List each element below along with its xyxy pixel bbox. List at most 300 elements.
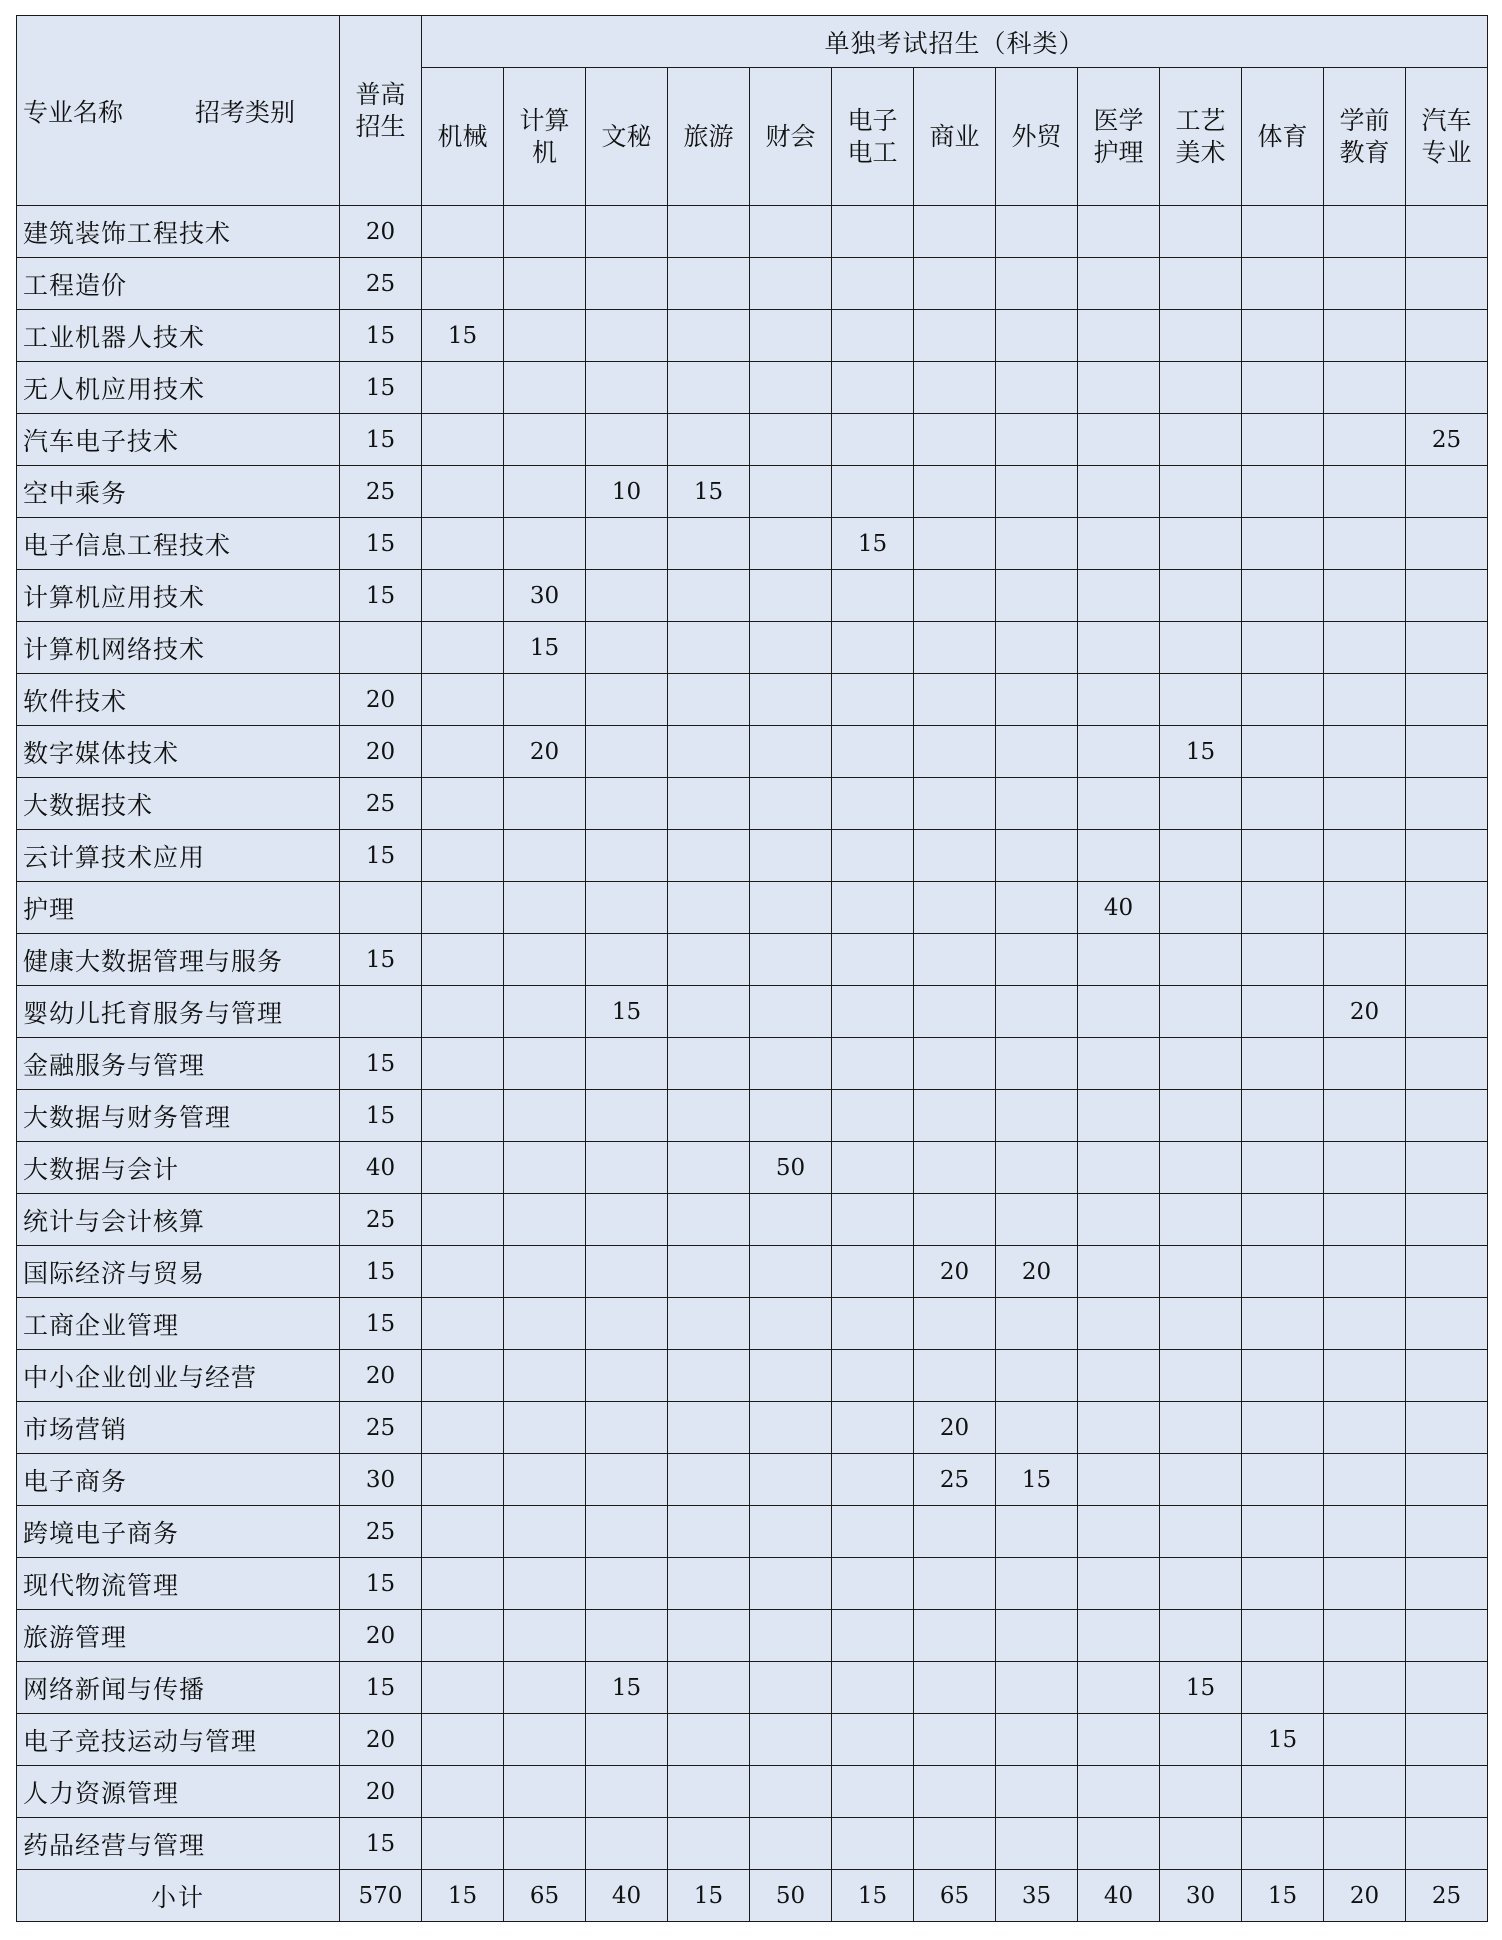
- total-cell: 15: [668, 1870, 750, 1922]
- quota-cell: [668, 570, 750, 622]
- quota-cell: [668, 622, 750, 674]
- quota-cell: [914, 310, 996, 362]
- quota-cell: [586, 362, 668, 414]
- quota-cell: [1078, 1766, 1160, 1818]
- major-name-cell: 药品经营与管理: [17, 1818, 340, 1870]
- quota-cell: 40: [1078, 882, 1160, 934]
- total-cell: 15: [422, 1870, 504, 1922]
- quota-cell: [504, 1402, 586, 1454]
- quota-cell: 15: [340, 570, 422, 622]
- quota-cell: [504, 934, 586, 986]
- quota-cell: [996, 830, 1078, 882]
- quota-cell: 25: [340, 1402, 422, 1454]
- quota-cell: [1324, 1246, 1406, 1298]
- quota-cell: [668, 934, 750, 986]
- quota-cell: [832, 1558, 914, 1610]
- quota-cell: [422, 570, 504, 622]
- total-row: [17, 1870, 1488, 1922]
- quota-cell: [504, 362, 586, 414]
- table-row: [17, 622, 1488, 674]
- quota-cell: [422, 830, 504, 882]
- quota-cell: [750, 518, 832, 570]
- quota-cell: [668, 1714, 750, 1766]
- quota-cell: [504, 310, 586, 362]
- quota-cell: [422, 1350, 504, 1402]
- quota-cell: [504, 206, 586, 258]
- quota-cell: [422, 1194, 504, 1246]
- quota-cell: [504, 1350, 586, 1402]
- quota-cell: [586, 1714, 668, 1766]
- quota-cell: [668, 1558, 750, 1610]
- quota-cell: 20: [914, 1246, 996, 1298]
- quota-cell: [1324, 1766, 1406, 1818]
- quota-cell: [914, 934, 996, 986]
- quota-cell: [1406, 882, 1488, 934]
- quota-cell: [832, 1090, 914, 1142]
- quota-cell: [996, 1506, 1078, 1558]
- quota-cell: [1160, 622, 1242, 674]
- quota-cell: [750, 1818, 832, 1870]
- quota-cell: [1078, 1558, 1160, 1610]
- quota-cell: [668, 674, 750, 726]
- header-separate-exam-group: 单独考试招生（科类）: [422, 16, 1488, 68]
- quota-cell: 30: [504, 570, 586, 622]
- major-name-cell: 健康大数据管理与服务: [17, 934, 340, 986]
- quota-cell: [1242, 882, 1324, 934]
- table-row: [17, 206, 1488, 258]
- total-cell: 20: [1324, 1870, 1406, 1922]
- quota-cell: [832, 206, 914, 258]
- quota-cell: 15: [1242, 1714, 1324, 1766]
- quota-cell: [1406, 1298, 1488, 1350]
- quota-cell: [832, 414, 914, 466]
- table-row: [17, 1246, 1488, 1298]
- quota-cell: 15: [340, 518, 422, 570]
- quota-cell: [914, 1506, 996, 1558]
- major-name-cell: 电子商务: [17, 1454, 340, 1506]
- quota-cell: [1242, 1662, 1324, 1714]
- quota-cell: [340, 882, 422, 934]
- quota-cell: [586, 1402, 668, 1454]
- quota-cell: [1160, 882, 1242, 934]
- quota-cell: [1406, 1246, 1488, 1298]
- table-row: [17, 414, 1488, 466]
- quota-cell: [996, 726, 1078, 778]
- major-name-cell: 空中乘务: [17, 466, 340, 518]
- quota-cell: [1160, 1350, 1242, 1402]
- quota-cell: [914, 1610, 996, 1662]
- quota-cell: [832, 310, 914, 362]
- quota-cell: [914, 778, 996, 830]
- quota-cell: [1242, 1506, 1324, 1558]
- quota-cell: [1078, 986, 1160, 1038]
- quota-cell: [1160, 1506, 1242, 1558]
- quota-cell: [586, 1142, 668, 1194]
- quota-cell: [504, 414, 586, 466]
- quota-cell: [422, 726, 504, 778]
- major-name-cell: 婴幼儿托育服务与管理: [17, 986, 340, 1038]
- header-column-11: 学前教育: [1324, 68, 1406, 206]
- quota-cell: [750, 674, 832, 726]
- quota-cell: 15: [1160, 1662, 1242, 1714]
- quota-cell: [668, 1766, 750, 1818]
- quota-cell: [586, 310, 668, 362]
- quota-cell: [1160, 1090, 1242, 1142]
- quota-cell: [504, 466, 586, 518]
- quota-cell: [504, 1662, 586, 1714]
- header-column-5: 电子电工: [832, 68, 914, 206]
- quota-cell: [504, 778, 586, 830]
- quota-cell: [1406, 778, 1488, 830]
- header-corner-cell: [17, 16, 340, 206]
- quota-cell: 40: [340, 1142, 422, 1194]
- quota-cell: 15: [340, 1246, 422, 1298]
- quota-cell: [1078, 1662, 1160, 1714]
- major-name-cell: 现代物流管理: [17, 1558, 340, 1610]
- table-row: [17, 1402, 1488, 1454]
- table-row: [17, 830, 1488, 882]
- quota-cell: [832, 1142, 914, 1194]
- quota-cell: [668, 414, 750, 466]
- quota-cell: [1160, 1818, 1242, 1870]
- quota-cell: [504, 1090, 586, 1142]
- quota-cell: [1160, 206, 1242, 258]
- quota-cell: [1406, 1142, 1488, 1194]
- quota-cell: 25: [340, 1506, 422, 1558]
- quota-cell: [422, 674, 504, 726]
- quota-cell: [1160, 1038, 1242, 1090]
- quota-cell: [668, 1090, 750, 1142]
- quota-cell: 25: [914, 1454, 996, 1506]
- quota-cell: 20: [1324, 986, 1406, 1038]
- quota-cell: [668, 310, 750, 362]
- quota-cell: [1160, 1610, 1242, 1662]
- quota-cell: 25: [1406, 414, 1488, 466]
- quota-cell: [914, 830, 996, 882]
- quota-cell: [996, 570, 1078, 622]
- quota-cell: 25: [340, 466, 422, 518]
- quota-cell: [750, 1714, 832, 1766]
- quota-cell: [668, 1506, 750, 1558]
- quota-cell: [668, 1454, 750, 1506]
- total-cell: 40: [1078, 1870, 1160, 1922]
- quota-cell: [750, 466, 832, 518]
- quota-cell: [1160, 986, 1242, 1038]
- quota-cell: [1160, 310, 1242, 362]
- quota-cell: [1242, 1194, 1324, 1246]
- quota-cell: [1324, 1038, 1406, 1090]
- quota-cell: [1078, 1142, 1160, 1194]
- quota-cell: [586, 1298, 668, 1350]
- table-row: [17, 1090, 1488, 1142]
- header-column-9: 工艺美术: [1160, 68, 1242, 206]
- major-name-cell: 工业机器人技术: [17, 310, 340, 362]
- major-name-cell: 中小企业创业与经营: [17, 1350, 340, 1402]
- quota-cell: [750, 1246, 832, 1298]
- quota-cell: 20: [340, 1610, 422, 1662]
- major-name-cell: 统计与会计核算: [17, 1194, 340, 1246]
- quota-cell: [1078, 570, 1160, 622]
- quota-cell: [668, 1246, 750, 1298]
- quota-cell: [996, 414, 1078, 466]
- table-header: [17, 16, 1488, 206]
- quota-cell: [1324, 570, 1406, 622]
- quota-cell: [750, 258, 832, 310]
- major-name-cell: 计算机应用技术: [17, 570, 340, 622]
- quota-cell: [1406, 986, 1488, 1038]
- quota-cell: [1406, 1090, 1488, 1142]
- quota-cell: [1242, 1142, 1324, 1194]
- quota-cell: [1324, 1350, 1406, 1402]
- quota-cell: [1242, 1298, 1324, 1350]
- quota-cell: 20: [340, 1714, 422, 1766]
- quota-cell: [1078, 726, 1160, 778]
- quota-cell: [1242, 206, 1324, 258]
- quota-cell: 15: [1160, 726, 1242, 778]
- major-name-cell: 软件技术: [17, 674, 340, 726]
- quota-cell: [1078, 1298, 1160, 1350]
- quota-cell: [832, 1454, 914, 1506]
- quota-cell: [668, 1662, 750, 1714]
- major-name-cell: 数字媒体技术: [17, 726, 340, 778]
- quota-cell: [668, 1298, 750, 1350]
- quota-cell: [422, 1402, 504, 1454]
- quota-cell: [914, 622, 996, 674]
- table-row: [17, 1454, 1488, 1506]
- quota-cell: 20: [340, 1766, 422, 1818]
- quota-cell: [1160, 1402, 1242, 1454]
- quota-cell: [1406, 1662, 1488, 1714]
- major-name-cell: 工程造价: [17, 258, 340, 310]
- quota-cell: [1406, 206, 1488, 258]
- table-row: [17, 1818, 1488, 1870]
- quota-cell: [996, 206, 1078, 258]
- quota-cell: [1078, 1350, 1160, 1402]
- quota-cell: [750, 986, 832, 1038]
- quota-cell: 20: [340, 206, 422, 258]
- quota-cell: [1160, 1454, 1242, 1506]
- table-body: [17, 206, 1488, 1922]
- quota-cell: [1242, 1818, 1324, 1870]
- quota-cell: [832, 986, 914, 1038]
- quota-cell: [668, 1610, 750, 1662]
- quota-cell: [422, 1454, 504, 1506]
- quota-cell: [586, 778, 668, 830]
- quota-cell: 25: [340, 1194, 422, 1246]
- quota-cell: [996, 882, 1078, 934]
- quota-cell: [750, 726, 832, 778]
- quota-cell: [832, 1298, 914, 1350]
- quota-cell: [1078, 518, 1160, 570]
- quota-cell: [422, 414, 504, 466]
- quota-cell: [1324, 830, 1406, 882]
- quota-cell: 50: [750, 1142, 832, 1194]
- quota-cell: [832, 362, 914, 414]
- quota-cell: [1078, 778, 1160, 830]
- quota-cell: [1242, 1090, 1324, 1142]
- table-row: [17, 778, 1488, 830]
- quota-cell: [1160, 414, 1242, 466]
- quota-cell: [422, 1714, 504, 1766]
- quota-cell: [1242, 726, 1324, 778]
- quota-cell: [1324, 414, 1406, 466]
- table-row: [17, 518, 1488, 570]
- quota-cell: [914, 414, 996, 466]
- quota-cell: [1160, 1246, 1242, 1298]
- quota-cell: [996, 778, 1078, 830]
- quota-cell: [668, 882, 750, 934]
- quota-cell: [832, 1818, 914, 1870]
- quota-cell: [750, 1298, 832, 1350]
- major-name-cell: 跨境电子商务: [17, 1506, 340, 1558]
- quota-cell: [1160, 258, 1242, 310]
- quota-cell: [1406, 622, 1488, 674]
- header-general-admission: 普高招生: [340, 16, 422, 206]
- quota-cell: [668, 986, 750, 1038]
- quota-cell: [504, 1818, 586, 1870]
- quota-cell: [750, 1558, 832, 1610]
- quota-cell: [1160, 1714, 1242, 1766]
- quota-cell: [668, 778, 750, 830]
- quota-cell: [1242, 778, 1324, 830]
- quota-cell: [668, 1350, 750, 1402]
- total-cell: 570: [340, 1870, 422, 1922]
- header-column-1: 计算机: [504, 68, 586, 206]
- quota-cell: [668, 726, 750, 778]
- quota-cell: [586, 258, 668, 310]
- quota-cell: [996, 934, 1078, 986]
- enrollment-table: [16, 15, 1488, 1922]
- table-row: [17, 1766, 1488, 1818]
- quota-cell: [914, 726, 996, 778]
- quota-cell: [996, 1610, 1078, 1662]
- quota-cell: [750, 414, 832, 466]
- quota-cell: [586, 882, 668, 934]
- quota-cell: [832, 622, 914, 674]
- quota-cell: [832, 934, 914, 986]
- table-row: [17, 1558, 1488, 1610]
- quota-cell: [750, 1350, 832, 1402]
- quota-cell: 20: [996, 1246, 1078, 1298]
- quota-cell: [586, 1766, 668, 1818]
- quota-cell: [1078, 1090, 1160, 1142]
- quota-cell: [1160, 570, 1242, 622]
- quota-cell: [750, 882, 832, 934]
- quota-cell: [1242, 1350, 1324, 1402]
- quota-cell: [914, 258, 996, 310]
- quota-cell: [1406, 570, 1488, 622]
- quota-cell: [1078, 622, 1160, 674]
- quota-cell: [1406, 1818, 1488, 1870]
- quota-cell: [832, 830, 914, 882]
- table-row: [17, 1610, 1488, 1662]
- quota-cell: [422, 1038, 504, 1090]
- header-column-6: 商业: [914, 68, 996, 206]
- table-row: [17, 310, 1488, 362]
- total-cell: 65: [914, 1870, 996, 1922]
- quota-cell: [1242, 1402, 1324, 1454]
- table-row: [17, 882, 1488, 934]
- quota-cell: [996, 1038, 1078, 1090]
- quota-cell: [1406, 726, 1488, 778]
- quota-cell: [832, 674, 914, 726]
- quota-cell: [914, 1298, 996, 1350]
- quota-cell: [422, 362, 504, 414]
- quota-cell: 15: [340, 1038, 422, 1090]
- quota-cell: [1324, 1610, 1406, 1662]
- quota-cell: [996, 1766, 1078, 1818]
- quota-cell: [422, 1662, 504, 1714]
- quota-cell: [1160, 466, 1242, 518]
- quota-cell: [832, 258, 914, 310]
- quota-cell: [1242, 1038, 1324, 1090]
- quota-cell: [1406, 466, 1488, 518]
- table-row: [17, 674, 1488, 726]
- quota-cell: [914, 570, 996, 622]
- major-name-cell: 计算机网络技术: [17, 622, 340, 674]
- quota-cell: [1160, 1558, 1242, 1610]
- header-column-7: 外贸: [996, 68, 1078, 206]
- quota-cell: 20: [340, 726, 422, 778]
- quota-cell: [1406, 518, 1488, 570]
- quota-cell: [668, 830, 750, 882]
- quota-cell: 15: [340, 1298, 422, 1350]
- quota-cell: [996, 1714, 1078, 1766]
- table-row: [17, 1298, 1488, 1350]
- quota-cell: [1406, 1610, 1488, 1662]
- quota-cell: 30: [340, 1454, 422, 1506]
- quota-cell: [832, 1350, 914, 1402]
- table-row: [17, 1714, 1488, 1766]
- quota-cell: 15: [586, 986, 668, 1038]
- quota-cell: [1324, 622, 1406, 674]
- table-row: [17, 258, 1488, 310]
- quota-cell: [422, 1506, 504, 1558]
- quota-cell: [1078, 1454, 1160, 1506]
- quota-cell: [914, 1818, 996, 1870]
- header-column-10: 体育: [1242, 68, 1324, 206]
- quota-cell: [1160, 1142, 1242, 1194]
- quota-cell: [996, 1142, 1078, 1194]
- quota-cell: [750, 1610, 832, 1662]
- quota-cell: [504, 1246, 586, 1298]
- quota-cell: [914, 986, 996, 1038]
- quota-cell: [1242, 362, 1324, 414]
- quota-cell: [996, 1090, 1078, 1142]
- major-name-cell: 建筑装饰工程技术: [17, 206, 340, 258]
- quota-cell: [832, 882, 914, 934]
- quota-cell: [996, 1194, 1078, 1246]
- quota-cell: [422, 1766, 504, 1818]
- quota-cell: [422, 934, 504, 986]
- quota-cell: [422, 882, 504, 934]
- quota-cell: [914, 1090, 996, 1142]
- quota-cell: [504, 1610, 586, 1662]
- quota-cell: [1078, 258, 1160, 310]
- quota-cell: [1242, 1246, 1324, 1298]
- quota-cell: 15: [340, 1558, 422, 1610]
- quota-cell: [750, 1506, 832, 1558]
- quota-cell: 15: [340, 934, 422, 986]
- total-cell: 35: [996, 1870, 1078, 1922]
- quota-cell: [750, 830, 832, 882]
- table-row: [17, 1506, 1488, 1558]
- quota-cell: [1406, 1766, 1488, 1818]
- quota-cell: [422, 1558, 504, 1610]
- header-column-2: 文秘: [586, 68, 668, 206]
- quota-cell: 15: [504, 622, 586, 674]
- quota-cell: [996, 258, 1078, 310]
